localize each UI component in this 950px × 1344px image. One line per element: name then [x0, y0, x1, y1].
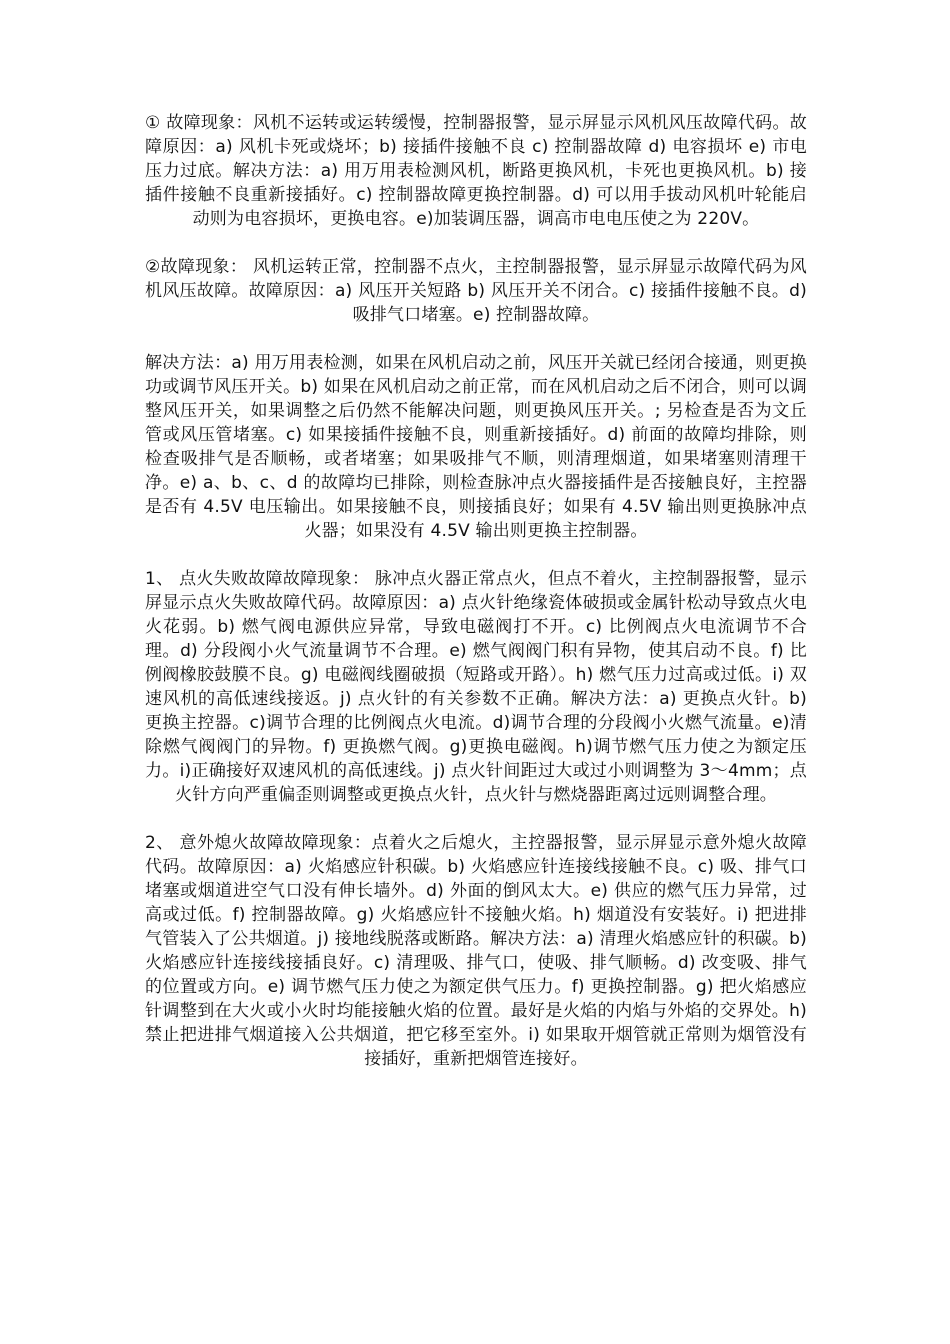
document-body: [145, 111, 807, 1095]
paragraph-fan-fault: ① 故障现象：风机不运转或运转缓慢，控制器报警，显示屏显示风机风压故障代码。故障原因：a) 风机卡死或烧坏；b) 接插件接触不良 c) 控制器故障 d) 电容损坏 e) 市电压力过底。解决方法：a) 用万用表检测风机，断路更换风机，卡死也更换风机。b) 接插件接触不良重新接插好。c) 控制器故障更换控制器。d) 可以用手拔动风机叶轮能启动则为电容损坏，更换电容。e)加装调压器，调高市电电压使之为 220V。: [145, 113, 807, 229]
paragraph-flameout-fault: 2、 意外熄火故障故障现象：点着火之后熄火，主控器报警，显示屏显示意外熄火故障代码。故障原因：a) 火焰感应针积碳。b) 火焰感应针连接线接触不良。c) 吸、排气口堵塞或烟道进空气口没有伸长墙外。d) 外面的倒风太大。e) 供应的燃气压力异常，过高或过低。f) 控制器故障。g) 火焰感应针不接触火焰。h) 烟道没有安装好。i) 把进排气管装入了公共烟道。j) 接地线脱落或断路。解决方法：a) 清理火焰感应针的积碳。b) 火焰感应针连接线接插良好。c) 清理吸、排气口，使吸、排气顺畅。d) 改变吸、排气的位置或方向。e) 调节燃气压力使之为额定供气压力。f) 更换控制器。g) 把火焰感应针调整到在大火或小火时均能接触火焰的位置。最好是火焰的内焰与外焰的交界处。h) 禁止把进排气烟道接入公共烟道，把它移至室外。i) 如果取开烟管就正常则为烟管没有接插好，重新把烟管连接好。: [145, 833, 807, 1069]
paragraph-pressure-switch-fault: ②故障现象： 风机运转正常，控制器不点火，主控制器报警，显示屏显示故障代码为风机风压故障。故障原因：a) 风压开关短路 b) 风压开关不闭合。c) 接插件接触不良。d) 吸排气口堵塞。e) 控制器故障。: [145, 257, 807, 325]
paragraph-ignition-failure: 1、 点火失败故障故障现象： 脉冲点火器正常点火，但点不着火，主控制器报警，显示屏显示点火失败故障代码。故障原因：a) 点火针绝缘瓷体破损或金属针松动导致点火电火花弱。b) 燃气阀电源供应异常，导致电磁阀打不开。c) 比例阀点火电流调节不合理。d) 分段阀小火气流量调节不合理。e) 燃气阀阀门积有异物，使其启动不良。f) 比例阀橡胶鼓膜不良。g) 电磁阀线圈破损（短路或开路）。h) 燃气压力过高或过低。i) 双速风机的高低速线接返。j) 点火针的有关参数不正确。解决方法：a) 更换点火针。b) 更换主控器。c)调节合理的比例阀点火电流。d)调节合理的分段阀小火燃气流量。e)清除燃气阀阀门的异物。f) 更换燃气阀。g)更换电磁阀。h)调节燃气压力使之为额定压力。i)正确接好双速风机的高低速线。j) 点火针间距过大或过小则调整为 3～4mm；点火针方向严重偏歪则调整或更换点火针，点火针与燃烧器距离过远则调整合理。: [145, 569, 807, 805]
paragraph-pressure-switch-solution: 解决方法：a) 用万用表检测，如果在风机启动之前，风压开关就已经闭合接通，则更换功或调节风压开关。b) 如果在风机启动之前正常，而在风机启动之后不闭合，则可以调整风压开关，如果调整之后仍然不能解决问题，则更换风压开关。; 另检查是否为文丘管或风压管堵塞。c) 如果接插件接触不良，则重新接插好。d) 前面的故障均排除，则检查吸排气是否顺畅，或者堵塞；如果吸排气不顺，则清理烟道，如果堵塞则清理干净。e) a、b、c、d 的故障均已排除，则检查脉冲点火器接插件是否接触良好，主控器是否有 4.5V 电压输出。如果接触不良，则接插良好；如果有 4.5V 输出则更换脉冲点火器；如果没有 4.5V 输出则更换主控制器。: [145, 353, 807, 541]
